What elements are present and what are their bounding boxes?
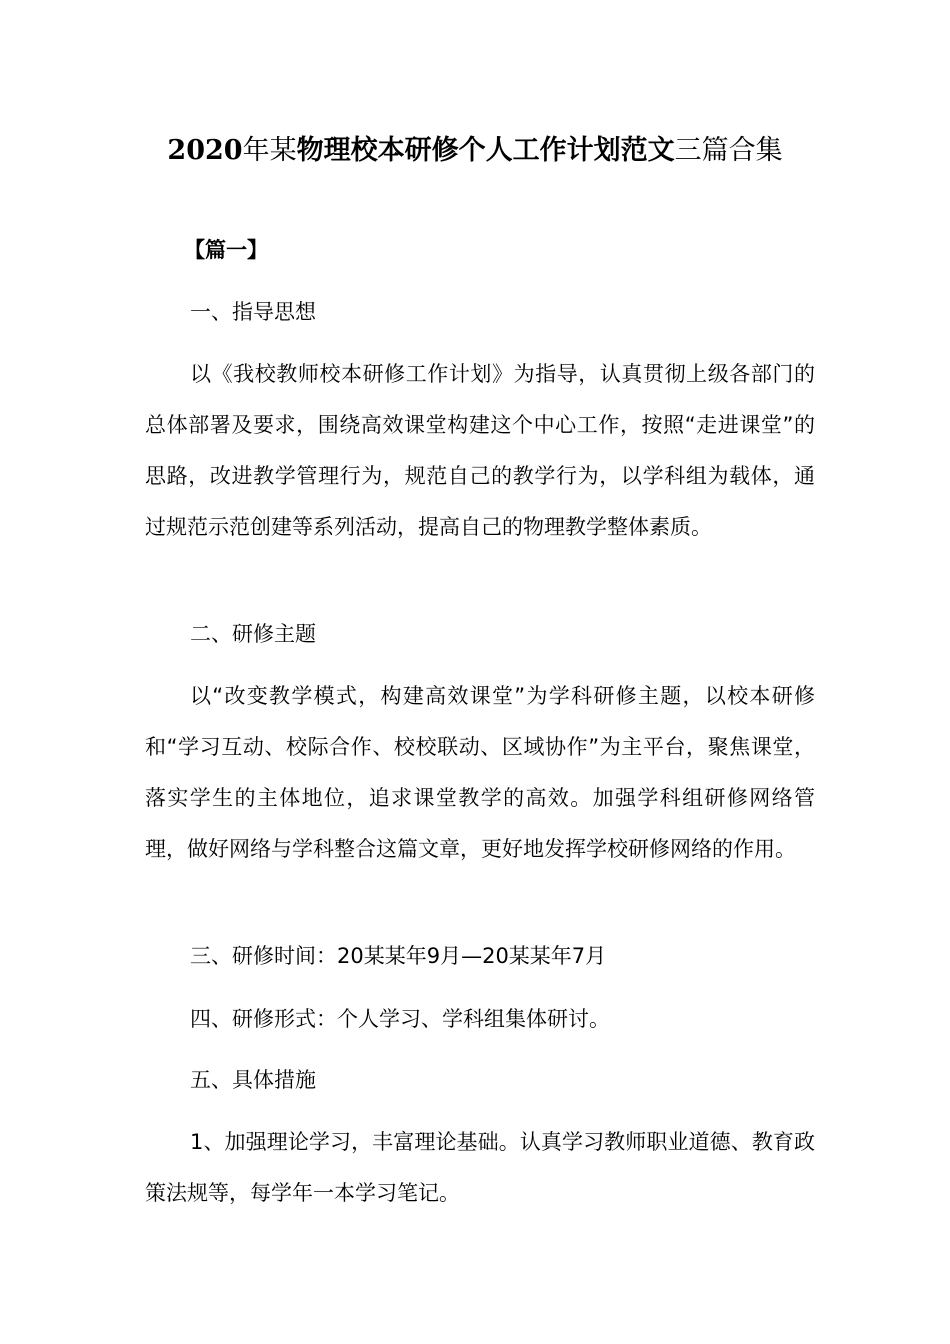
heading-guiding-ideology: 一、指导思想 bbox=[190, 300, 316, 324]
document-title bbox=[0, 131, 950, 171]
heading-research-form: 四、研修形式：个人学习、学科组集体研讨。 bbox=[190, 1007, 610, 1031]
title-year: 2020 bbox=[167, 135, 243, 166]
heading-research-theme: 二、研修主题 bbox=[190, 622, 316, 646]
title-prefix: 年某 bbox=[242, 135, 297, 166]
heading-specific-measures: 五、具体措施 bbox=[190, 1068, 316, 1092]
paragraph-measure-1: 1、加强理论学习，丰富理论基础。认真学习教师职业道德、教育政策法规等，每学年一本学习笔记。 bbox=[145, 1130, 815, 1205]
heading-research-time: 三、研修时间：20某某年9月—20某某年7月 bbox=[190, 944, 607, 968]
paragraph-research-theme: 以“改变教学模式，构建高效课堂”为学科研修主题，以校本研修和“学习互动、校际合作、校校联动、区域协作”为主平台，聚焦课堂，落实学生的主体地位，追求课堂教学的高效。加强学科组研修网络管理，做好网络与学科整合这篇文章，更好地发挥学校研修网络的作用。 bbox=[145, 684, 815, 861]
title-main: 物理校本研修个人工作计划范文 bbox=[296, 135, 675, 166]
paragraph-guiding-ideology: 以《我校教师校本研修工作计划》为指导，认真贯彻上级各部门的总体部署及要求，围绕高效课堂构建这个中心工作，按照“走进课堂”的思路，改进教学管理行为，规范自己的教学行为，以学科组为载体，通过规范示范创建等系列活动，提高自己的物理教学整体素质。 bbox=[145, 362, 815, 539]
title-suffix: 三篇合集 bbox=[674, 135, 783, 166]
section-label: 【篇一】 bbox=[184, 238, 268, 262]
